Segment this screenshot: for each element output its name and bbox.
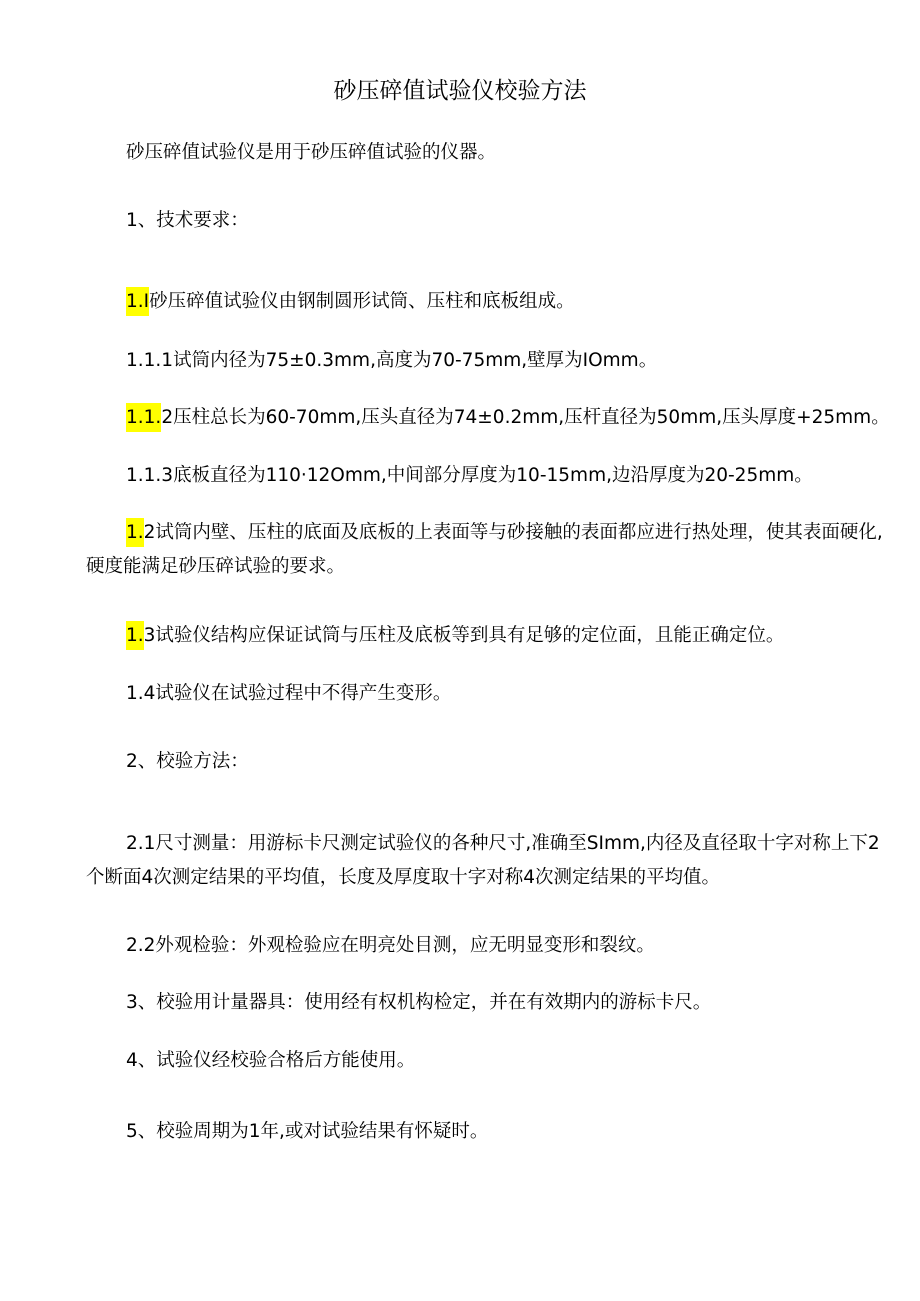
paragraph-text: 3、校验用计量器具：使用经有权机构检定，并在有效期内的游标卡尺。 (126, 992, 712, 1013)
paragraph-text: 2试筒内壁、压柱的底面及底板的上表面等与砂接触的表面都应进行热处理，使其表面硬化,硬度能满足砂压碎试验的要求。 (86, 522, 883, 577)
paragraph-text: 1.1.3底板直径为110·12Omm,中间部分厚度为10-15mm,边沿厚度为20-25mm。 (126, 465, 813, 486)
section-5-calibration-period (86, 1115, 886, 1149)
clause-1-1-1 (86, 344, 886, 378)
paragraph-text: 4、试验仪经校验合格后方能使用。 (126, 1050, 416, 1071)
clause-1-4 (86, 677, 886, 711)
highlighted-number: 1.I (126, 287, 149, 316)
page-title: 砂压碎值试验仪校验方法 (333, 78, 587, 104)
paragraph-text: 2、校验方法： (126, 751, 249, 772)
paragraph-text: 1.4试验仪在试验过程中不得产生变形。 (126, 683, 452, 704)
clause-2-2 (86, 929, 886, 963)
paragraph-text: 砂压碎值试验仪是用于砂压碎值试验的仪器。 (126, 142, 497, 163)
paragraph-text: 2压柱总长为60-70mm,压头直径为74±0.2mm,压杆直径为50mm,压头厚度+25mm。 (161, 407, 890, 428)
paragraph-text: 砂压碎值试验仪由钢制圆形试筒、压柱和底板组成。 (149, 291, 575, 312)
highlighted-number: 1. (126, 518, 144, 547)
section-heading-technical-requirements (86, 204, 886, 238)
paragraph-text: 5、校验周期为1年,或对试验结果有怀疑时。 (126, 1121, 489, 1142)
paragraph-text: 2.1尺寸测量：用游标卡尺测定试验仪的各种尺寸,准确至SImm,内径及直径取十字对称上下2个断面4次测定结果的平均值，长度及厚度取十字对称4次测定结果的平均值。 (86, 833, 880, 888)
intro-paragraph (86, 136, 886, 170)
section-heading-calibration-method (86, 745, 886, 779)
highlighted-number: 1.1. (126, 403, 161, 432)
clause-1-3 (86, 619, 886, 653)
paragraph-text: 3试验仪结构应保证试筒与压柱及底板等到具有足够的定位面，且能正确定位。 (143, 625, 785, 646)
clause-1-2 (86, 516, 886, 584)
section-4-usage-condition (86, 1044, 886, 1078)
paragraph-text: 1.1.1试筒内径为75±0.3mm,高度为70-75mm,壁厚为IOmm。 (126, 350, 658, 371)
paragraph-text: 2.2外观检验：外观检验应在明亮处目测，应无明显变形和裂纹。 (126, 935, 655, 956)
clause-1-1 (86, 285, 886, 319)
clause-2-1 (86, 827, 886, 895)
clause-1-1-3 (86, 459, 886, 493)
section-3-measuring-instruments (86, 986, 886, 1020)
paragraph-text: 1、技术要求： (126, 210, 249, 231)
highlighted-number: 1. (126, 621, 144, 650)
clause-1-1-2 (86, 401, 890, 435)
